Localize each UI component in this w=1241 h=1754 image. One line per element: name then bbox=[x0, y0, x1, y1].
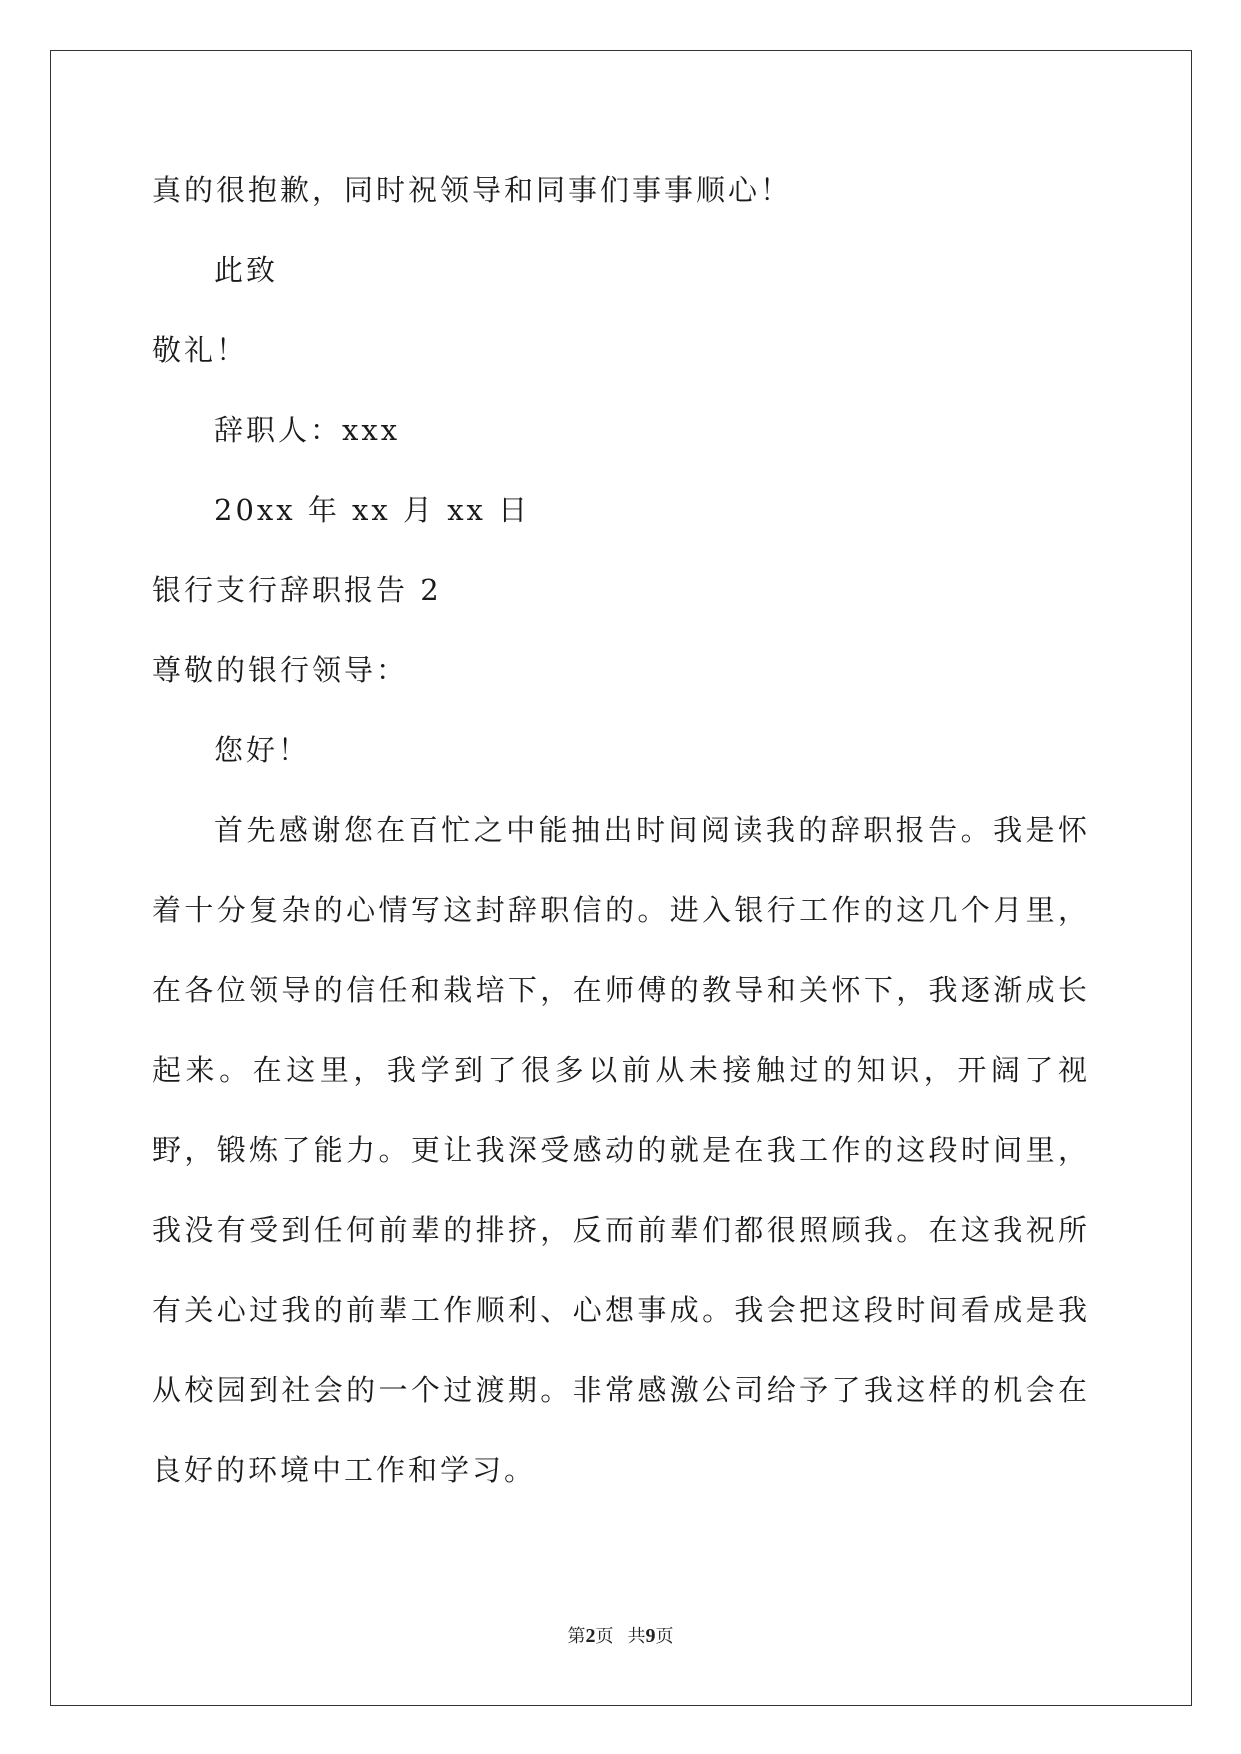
document-body bbox=[152, 150, 1090, 1510]
footer-total-prefix: 共 bbox=[627, 1626, 646, 1647]
salutation-jingli: 敬礼！ bbox=[152, 333, 249, 367]
page-footer bbox=[0, 1622, 1241, 1648]
footer-total-suffix: 页 bbox=[655, 1626, 674, 1647]
letter-hello: 您好！ bbox=[214, 733, 311, 767]
footer-current-page: 2 bbox=[585, 1625, 596, 1647]
closing-sentence: 真的很抱歉，同时祝领导和同事们事事顺心！ bbox=[152, 173, 793, 207]
letter-greeting: 尊敬的银行领导： bbox=[152, 653, 409, 687]
resigner-signature: 辞职人：xxx bbox=[214, 413, 401, 447]
body-paragraph: 首先感谢您在百忙之中能抽出时间阅读我的辞职报告。我是怀着十分复杂的心情写这封辞职信的。进入银行工作的这几个月里，在各位领导的信任和栽培下，在师傅的教导和关怀下，我逐渐成长起来。在这里，我学到了很多以前从未接触过的知识，开阔了视野，锻炼了能力。更让我深受感动的就是在我工作的这段时间里，我没有受到任何前辈的排挤，反而前辈们都很照顾我。在这我祝所有关心过我的前辈工作顺利、心想事成。我会把这段时间看成是我从校园到社会的一个过渡期。非常感激公司给予了我这样的机会在良好的环境中工作和学习。 bbox=[152, 813, 1090, 1487]
footer-total-pages: 9 bbox=[645, 1625, 656, 1647]
salutation-cizhi: 此致 bbox=[214, 253, 279, 287]
report-title: 银行支行辞职报告 2 bbox=[152, 573, 442, 607]
footer-prefix: 第 bbox=[567, 1626, 586, 1647]
letter-date: 20xx 年 xx 月 xx 日 bbox=[214, 493, 531, 527]
footer-page-suffix: 页 bbox=[595, 1626, 614, 1647]
